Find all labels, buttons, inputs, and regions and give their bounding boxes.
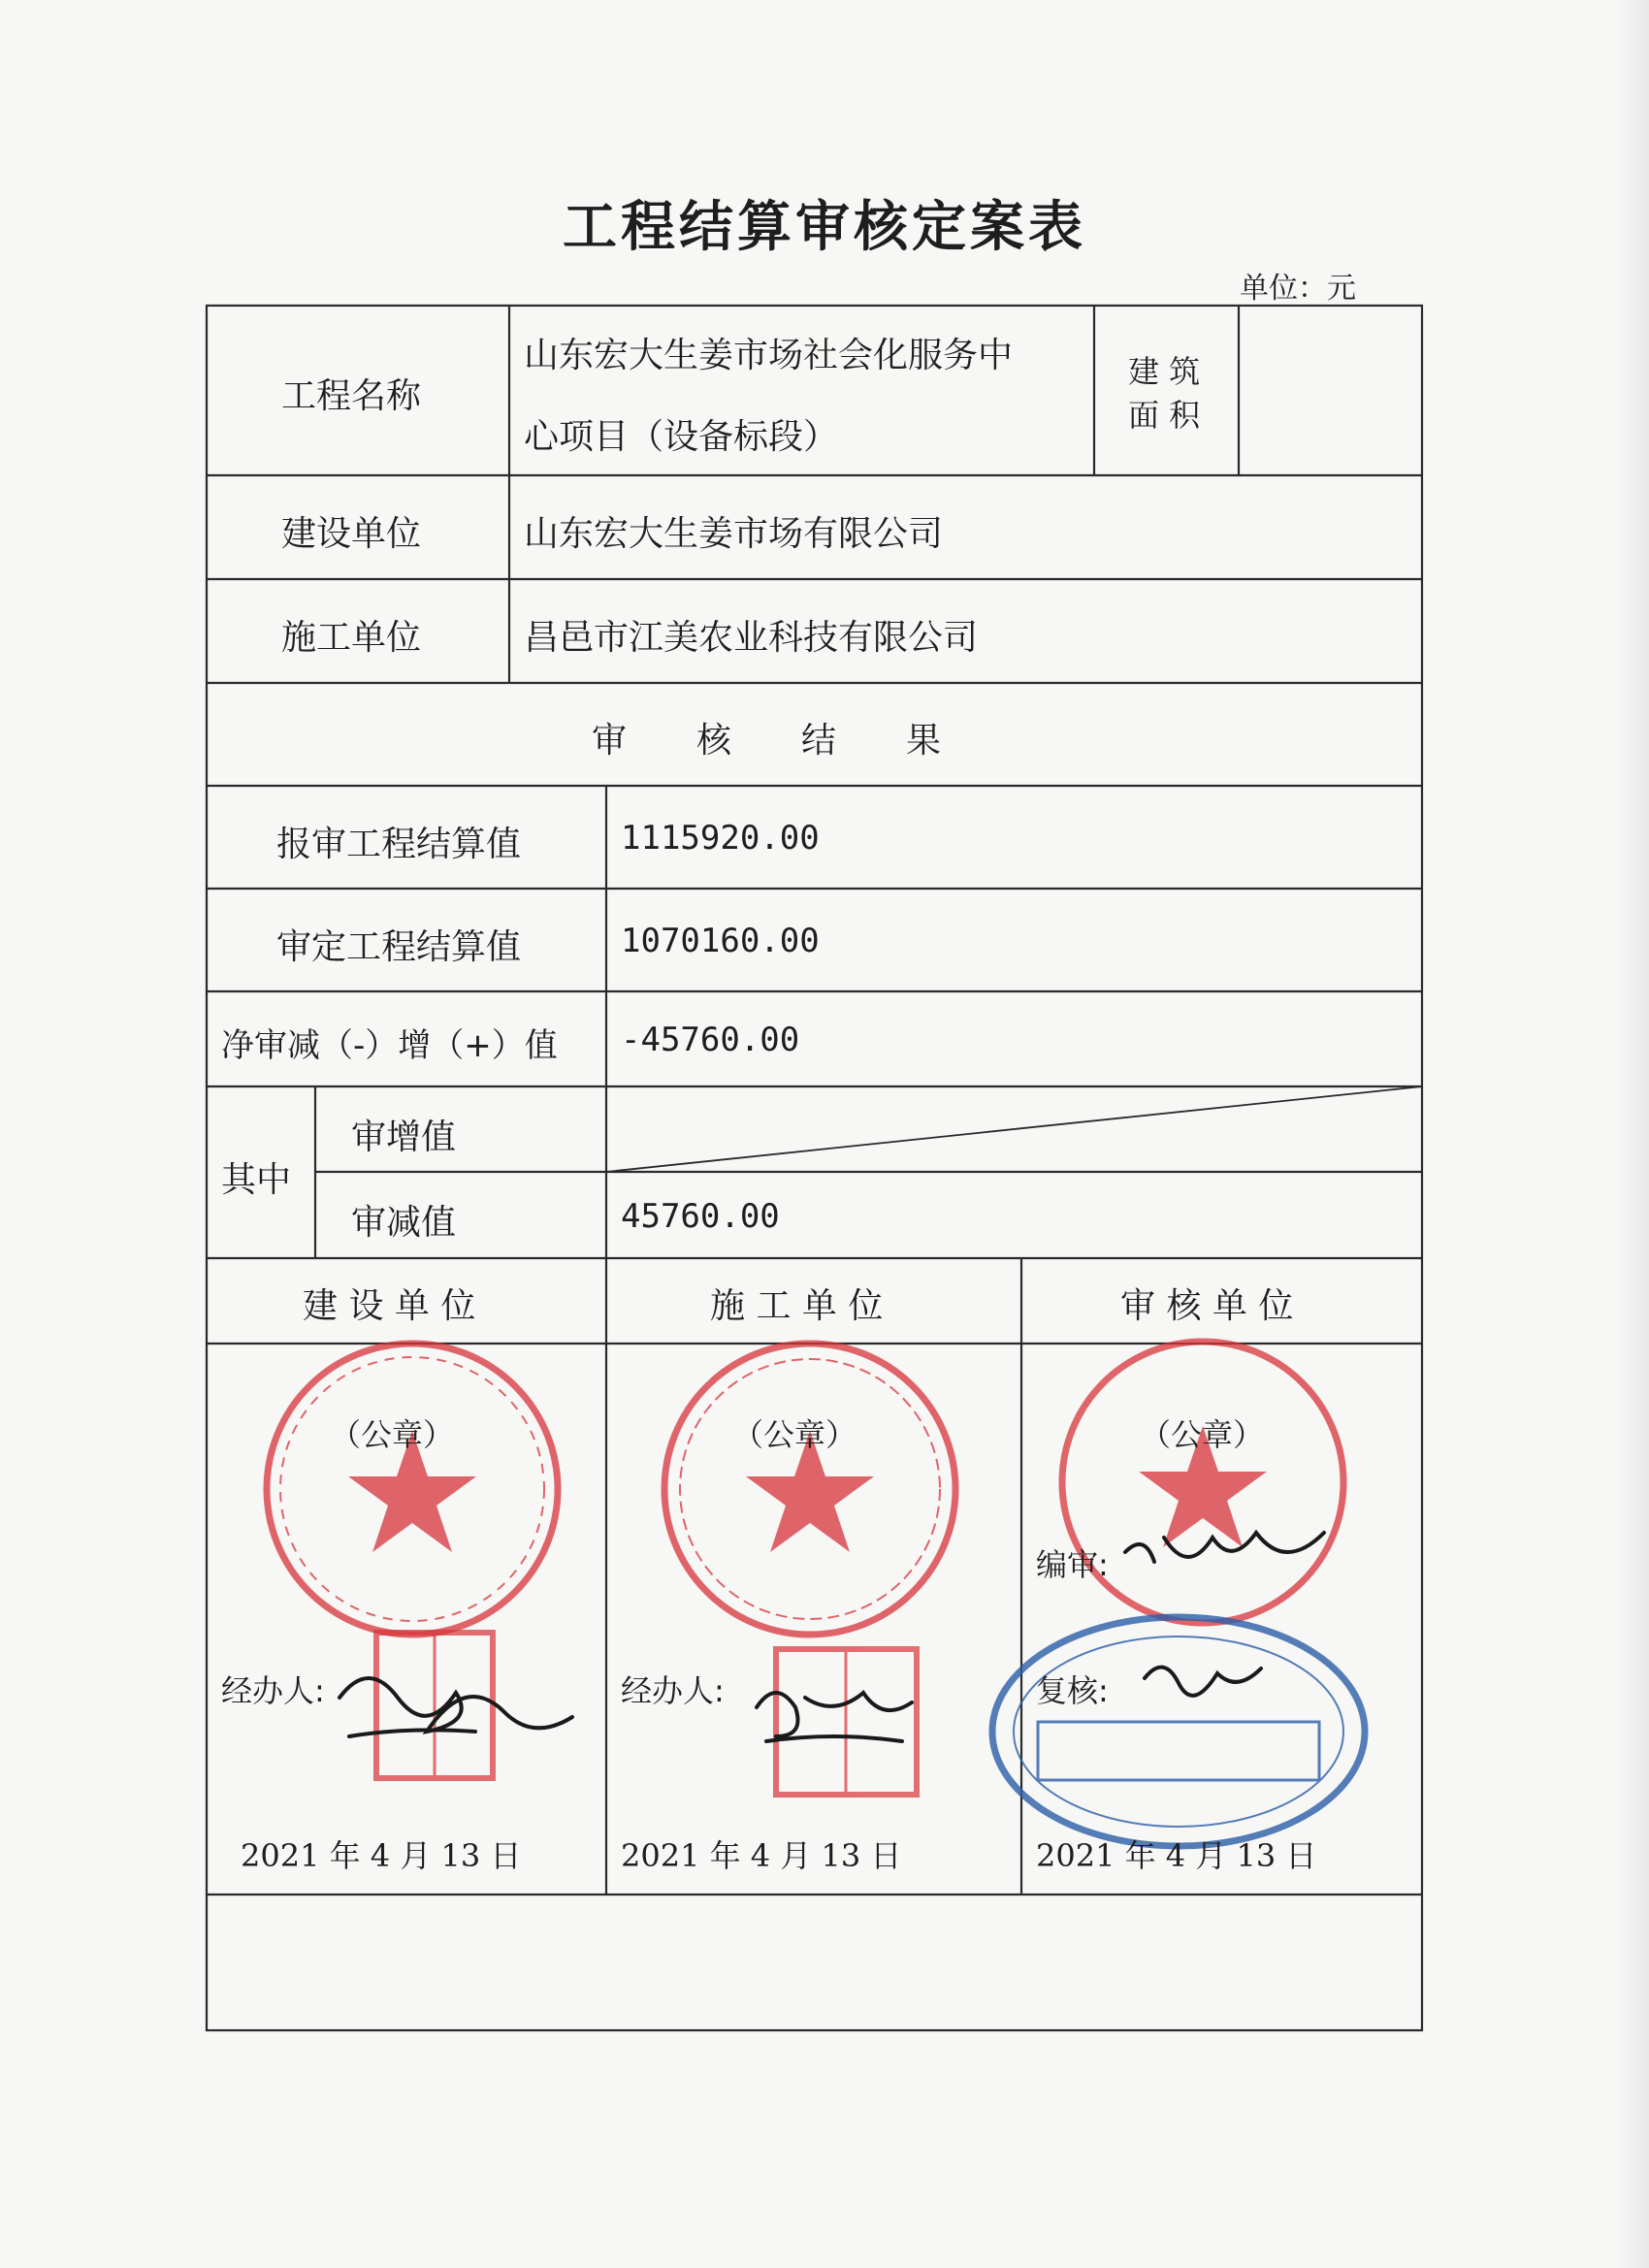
reviewer-label: 复核:: [1036, 1672, 1109, 1709]
contractor-label: 施工单位: [281, 618, 422, 658]
net-value: -45760.00: [621, 1021, 800, 1059]
owner-personal-seal: [376, 1633, 493, 1778]
owner-seal-label: （公章）: [330, 1416, 455, 1453]
cost-engineer-seal: [992, 1617, 1365, 1846]
contractor-seal: [664, 1344, 955, 1635]
auditor-sign-header: 审 核 单 位: [1120, 1286, 1294, 1326]
owner-label: 建设单位: [281, 514, 422, 554]
compiler-label: 编审:: [1036, 1546, 1109, 1583]
review-section-title: 审 核 结 果: [592, 721, 942, 761]
owner-date: 2021 年 4 月 13 日: [241, 1837, 522, 1874]
project-name-line1: 山东宏大生姜市场社会化服务中: [524, 336, 1014, 375]
owner-value: 山东宏大生姜市场有限公司: [524, 514, 944, 554]
approved-label: 审定工程结算值: [276, 927, 522, 967]
contractor-handler-signature: [757, 1693, 912, 1741]
increase-label: 审增值: [351, 1118, 457, 1157]
contractor-date: 2021 年 4 月 13 日: [621, 1837, 902, 1874]
project-name-label: 工程名称: [281, 376, 422, 416]
approved-value: 1070160.00: [621, 922, 820, 960]
document-title: 工程结算审核定案表: [563, 196, 1086, 259]
net-label: 净审减（-）增（+）值: [221, 1026, 558, 1065]
owner-handler-label: 经办人:: [221, 1672, 325, 1709]
contractor-handler-label: 经办人:: [621, 1672, 725, 1709]
auditor-date: 2021 年 4 月 13 日: [1036, 1837, 1317, 1874]
unit-label: 单位：元: [1240, 272, 1356, 306]
contractor-seal-label: （公章）: [732, 1416, 857, 1453]
compiler-signature: [1125, 1533, 1324, 1562]
decrease-label: 审减值: [351, 1203, 457, 1243]
contractor-sign-header: 施 工 单 位: [710, 1286, 884, 1326]
owner-seal: [267, 1344, 558, 1635]
owner-sign-header: 建 设 单 位: [303, 1286, 476, 1326]
contractor-value: 昌邑市江美农业科技有限公司: [524, 618, 979, 658]
submitted-value: 1115920.00: [621, 819, 820, 858]
reviewer-signature: [1145, 1668, 1261, 1696]
area-label-2: 面 积: [1128, 397, 1201, 434]
project-name-line2: 心项目（设备标段）: [524, 417, 839, 457]
of-which-label: 其中: [221, 1160, 292, 1200]
decrease-value: 45760.00: [621, 1197, 780, 1236]
submitted-label: 报审工程结算值: [276, 825, 522, 864]
area-label-1: 建 筑: [1128, 353, 1201, 390]
auditor-seal-label: （公章）: [1140, 1416, 1265, 1453]
